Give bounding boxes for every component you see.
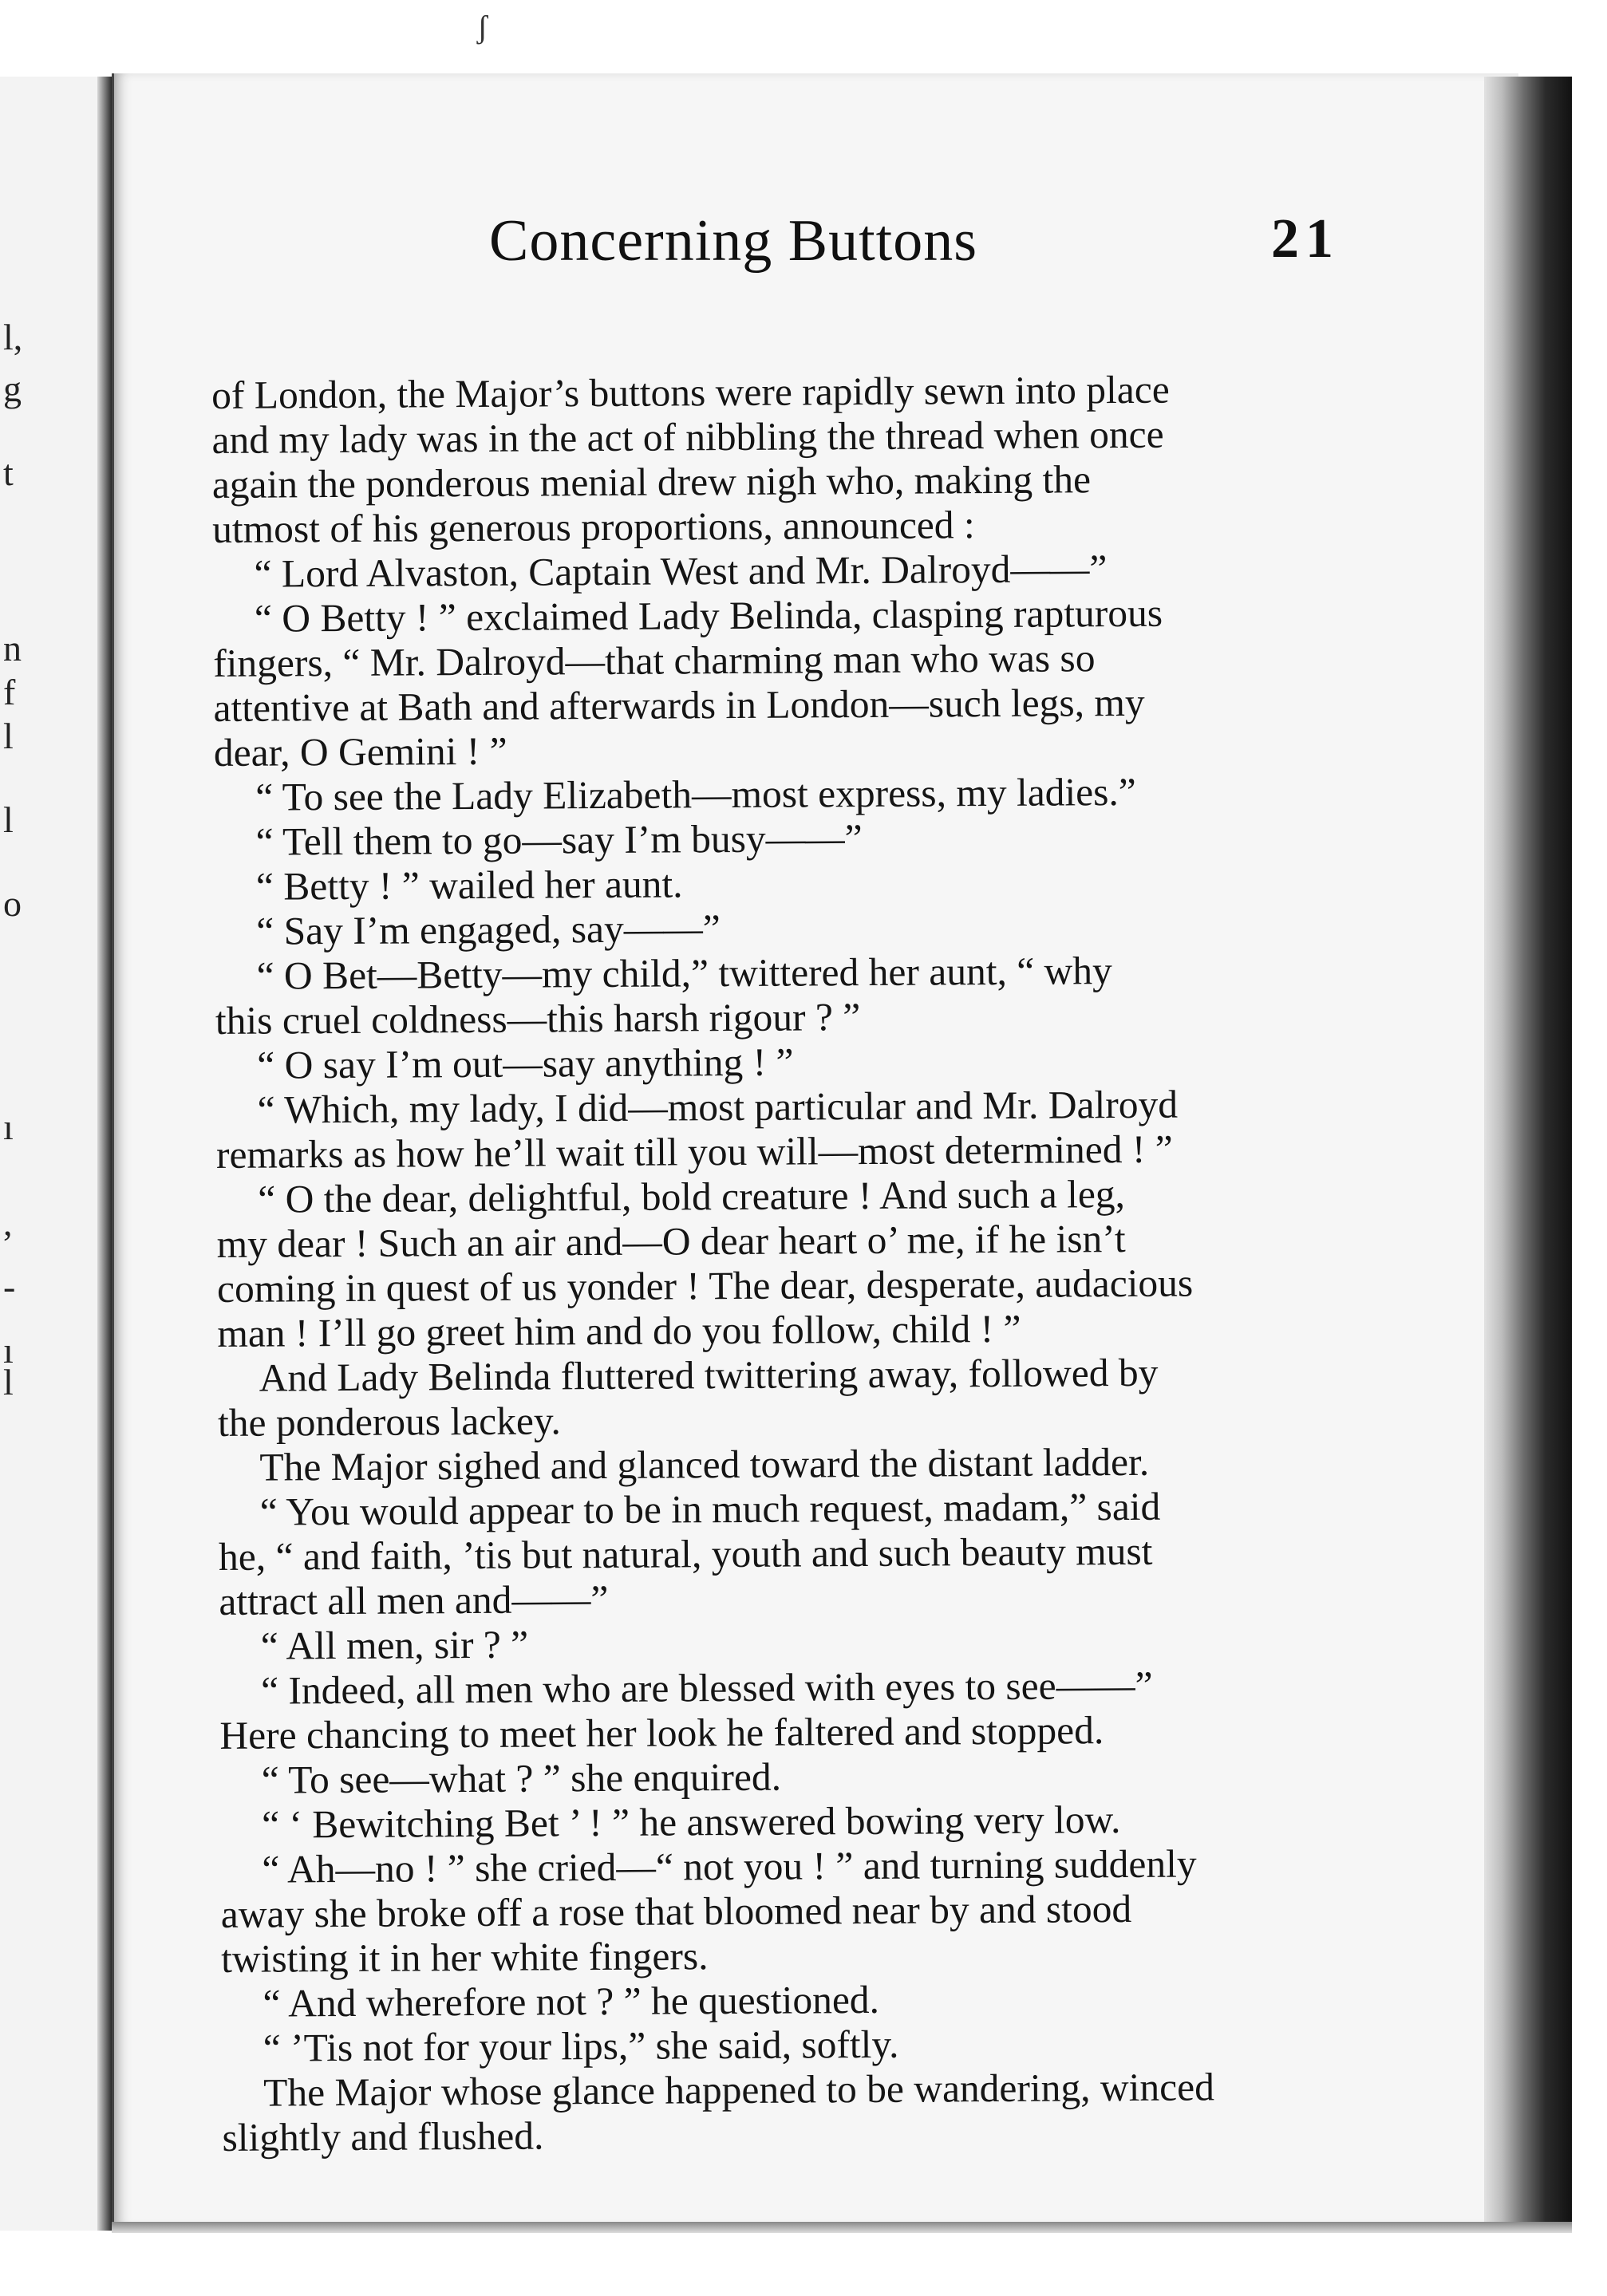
body-text [211,365,1483,2160]
prev-page-fragment: , [3,1202,13,1243]
page-header [114,207,1518,295]
prev-page-fragment: l [3,799,14,840]
prev-page-fragment: f [3,672,16,712]
text-line: “ O Betty ! ” exclaimed Lady Belinda, clasping rapturous [254,590,1163,641]
text-line: “ O Bet—Betty—my child,” twittered her aunt, “ why [256,949,1112,998]
text-line: and my lady was in the act of nibbling the thread when once [211,412,1164,462]
text-line: “ Betty ! ” wailed her aunt. [255,862,683,909]
text-line: fingers, “ Mr. Dalroyd—that charming man who was so [213,636,1096,685]
text-line: attract all men and——” [219,1576,609,1623]
text-line: “ O say I’m out—say anything ! ” [257,1040,794,1087]
binding-shadow [97,77,112,2231]
text-line: “ Say I’m engaged, say——” [256,906,721,953]
text-line: “ Ah—no ! ” she cried—“ not you ! ” and turning suddenly [262,1841,1197,1892]
text-line: remarks as how he’ll wait till you will—most determined ! ” [215,1126,1173,1177]
prev-page-fragment: ı [3,1107,14,1147]
text-line: this cruel coldness—this harsh rigour ? ” [215,995,861,1043]
text-line: “ All men, sir ? ” [260,1622,529,1668]
prev-page-fragment: - [3,1266,16,1307]
prev-page-fragment: n [3,628,22,669]
previous-page-edge [0,77,116,2231]
text-line: “ Tell them to go—say I’m busy——” [255,816,863,864]
text-line: dear, O Gemini ! ” [213,728,507,775]
text-line: away she broke off a rose that bloomed near by and stood [220,1886,1132,1936]
text-line: twisting it in her white fingers. [220,1934,709,1981]
prev-page-fragment: l [3,716,14,756]
text-line: the ponderous lackey. [217,1399,561,1445]
book-page [112,73,1518,2227]
text-line: he, “ and faith, ’tis but natural, youth and such beauty must [218,1529,1153,1579]
text-line: The Major whose glance happened to be wandering, winced [263,2065,1215,2115]
text-line: “ You would appear to be in much request, madam,” said [259,1484,1161,1534]
text-line: again the ponderous menial drew nigh who, making the [211,457,1092,507]
text-line: And Lady Belinda fluttered twittering away, followed by [259,1350,1159,1400]
text-line: “ ’Tis not for your lips,” she said, softly. [263,2022,899,2070]
text-line: coming in quest of us yonder ! The dear, desperate, audacious [216,1260,1194,1311]
text-line: The Major sighed and glanced toward the distant ladder. [259,1439,1150,1489]
text-line: utmost of his generous proportions, announced : [212,503,975,551]
text-line: Here chancing to meet her look he faltered and stopped. [219,1708,1104,1758]
text-line: attentive at Bath and afterwards in London—such legs, my [213,680,1145,730]
prev-page-fragment: t [3,452,14,493]
text-line: my dear ! Such an air and—O dear heart o’ me, if he isn’t [216,1217,1126,1266]
prev-page-fragment: l [3,1362,14,1402]
prev-page-fragment: o [3,883,22,924]
running-title: Concerning Buttons [489,208,978,274]
page-stack-edge [1484,77,1572,2231]
prev-page-fragment: g [3,369,22,409]
text-line: man ! I’ll go greet him and do you follow, child ! ” [217,1306,1021,1355]
text-line: “ To see—what ? ” she enquired. [261,1754,782,1802]
text-line: “ To see the Lady Elizabeth—most express, my ladies.” [255,769,1136,819]
text-line: of London, the Major’s buttons were rapidly sewn into place [211,367,1170,417]
page-number: 21 [1271,208,1340,270]
text-line: slightly and flushed. [222,2113,544,2160]
text-line: “ O the dear, delightful, bold creature ! And such a leg, [258,1172,1126,1221]
text-line: “ Lord Alvaston, Captain West and Mr. Dalroyd——” [254,546,1108,596]
text-line: “ And wherefore not ? ” he questioned. [263,1977,880,2026]
scan-speck: ʃ [477,9,488,45]
prev-page-fragment: ı [3,1330,14,1371]
text-line: “ Indeed, all men who are blessed with eyes to see——” [260,1663,1153,1713]
prev-page-fragment: l, [3,317,23,357]
page-bottom-edge [112,2222,1572,2233]
text-line: “ Which, my lady, I did—most particular and Mr. Dalroyd [257,1082,1179,1132]
text-line: “ ‘ Bewitching Bet ’ ! ” he answered bowing very low. [261,1797,1121,1847]
